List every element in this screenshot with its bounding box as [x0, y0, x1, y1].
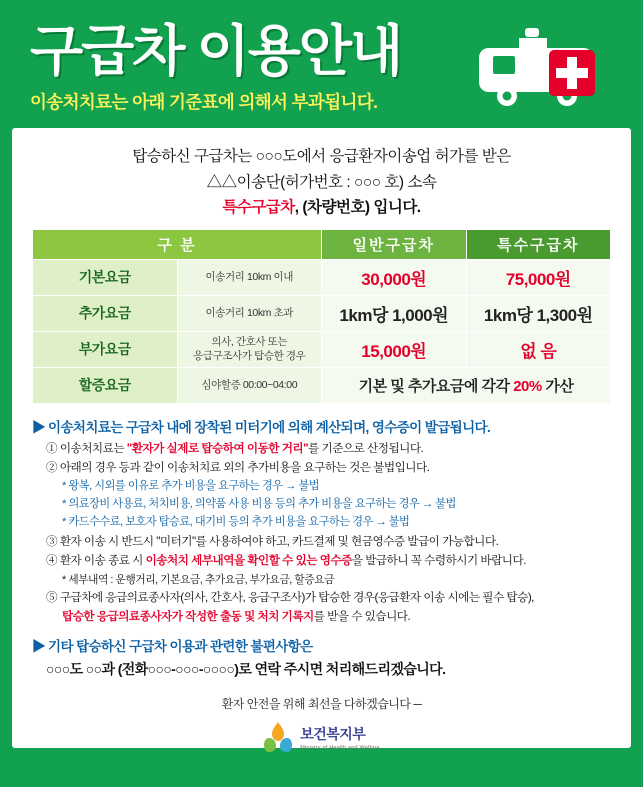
col-header-category: 구 분	[33, 229, 322, 259]
note-item-4: ④ 환자 이송 종료 시 이송처치 세부내역을 확인할 수 있는 영수증을 발급하니 꼭 수령하시기 바랍니다.	[46, 554, 526, 568]
ministry-logo	[32, 720, 611, 754]
note-item-5-cont: 탑승한 응급의료종사자가 작성한 출동 및 처치 기록지를 받을 수 있습니다.	[62, 610, 411, 624]
note-detail-breakdown: * 세부내역 : 운행거리, 기본요금, 추가요금, 부가요금, 할증요금	[62, 573, 335, 586]
note-subitem-3: * 카드수수료, 보호자 탑승료, 대기비 등의 추가 비용을 요구하는 경우 → 불법	[62, 516, 410, 529]
row-merged-night-premium: 기본 및 추가요금에 각각 20% 가산	[322, 367, 611, 403]
row-desc-surcharge: 의사, 간호사 또는 응급구조사가 탑승한 경우	[177, 331, 322, 367]
row-label-surcharge: 부가요금	[33, 331, 178, 367]
notes-heading-2: ▶ 기타 탑승하신 구급차 이용과 관련한 불편사항은	[32, 639, 313, 655]
intro-line-3	[32, 195, 611, 221]
table-header-row	[33, 229, 611, 259]
note-item-2: ② 아래의 경우 등과 같이 이송처치료 외의 추가비용을 요구하는 것은 불법입니다.	[46, 461, 430, 475]
row-general-extra-fare: 1km당 1,000원	[322, 295, 467, 331]
row-special-extra-fare: 1km당 1,300원	[466, 295, 611, 331]
fee-table-head	[33, 229, 611, 259]
row-desc-night-premium: 심야할증 00:00~04:00	[177, 367, 322, 403]
ministry-logo-icon	[263, 720, 293, 754]
row-desc-base-fare: 이송거리 10km 이내	[177, 259, 322, 295]
table-row	[33, 295, 611, 331]
notes-section	[32, 416, 611, 680]
safety-slogan: 환자 안전을 위해 최선을 다하겠습니다 ─	[221, 697, 422, 712]
row-desc-extra-fare: 이송거리 10km 초과	[177, 295, 322, 331]
col-header-general: 일반구급차	[322, 229, 467, 259]
page-subtitle: 이송처치료는 아래 기준표에 의해서 부과됩니다.	[30, 92, 378, 112]
ministry-logo-text	[300, 724, 380, 751]
table-row	[33, 259, 611, 295]
row-general-base-fare: 30,000원	[322, 259, 467, 295]
table-row	[33, 331, 611, 367]
intro-block	[32, 144, 611, 221]
ambulance-icon	[463, 26, 603, 112]
content-card	[12, 128, 631, 751]
fee-table	[32, 229, 611, 404]
col-header-special: 특수구급차	[466, 229, 611, 259]
intro-line-1: 탑승하신 구급차는 ○○○도에서 응급환자이송업 허가를 받은	[132, 148, 511, 165]
note-subitem-2: * 의료장비 사용료, 처치비용, 의약품 사용 비용 등의 추가 비용을 요구하는 경우 → 불법	[62, 498, 456, 511]
note-item-5: ⑤ 구급차에 응급의료종사자(의사, 간호사, 응급구조사)가 탑승한 경우(응급환자 이송 시에는 필수 탑승),	[46, 590, 534, 604]
note-item-3: ③ 환자 이송 시 반드시 "미터기"를 사용하여야 하고, 카드결제 및 현금영수증 발급이 가능합니다.	[46, 534, 499, 548]
poster-header	[12, 10, 631, 128]
intro-line-2: △△이송단(허가번호 : ○○○ 호) 소속	[206, 173, 437, 191]
note-subitem-1: * 왕복, 시외를 이유로 추가 비용을 요구하는 경우 → 불법	[62, 480, 320, 493]
ministry-name-kr: 보건복지부	[300, 725, 366, 742]
contact-line: ○○○도 ○○과 (전화○○○-○○○-○○○○)로 연락 주시면 처리해드리겠습니다.	[46, 661, 446, 678]
row-label-extra-fare: 추가요금	[33, 295, 178, 331]
table-row	[33, 367, 611, 403]
row-special-surcharge: 없 음	[466, 331, 611, 367]
notes-heading-1: ▶ 이송처치료는 구급차 내에 장착된 미터기에 의해 계산되며, 영수증이 발급됩니다.	[32, 419, 491, 435]
fee-table-body	[33, 259, 611, 403]
note-item-1: ① 이송처치료는 "환자가 실제로 탑승하여 이동한 거리"를 기준으로 산정됩니다.	[46, 441, 424, 455]
row-label-night-premium: 할증요금	[33, 367, 178, 403]
vehicle-type-highlight: 특수구급차	[222, 199, 295, 217]
row-general-surcharge: 15,000원	[322, 331, 467, 367]
ministry-name-en: Ministry of Health and Welfare	[300, 744, 380, 751]
vehicle-number-text: , (차량번호) 입니다.	[294, 199, 421, 217]
row-special-base-fare: 75,000원	[466, 259, 611, 295]
notes-section-2	[32, 635, 611, 679]
page-title: 구급차 이용안내	[30, 20, 402, 82]
row-label-base-fare: 기본요금	[33, 259, 178, 295]
